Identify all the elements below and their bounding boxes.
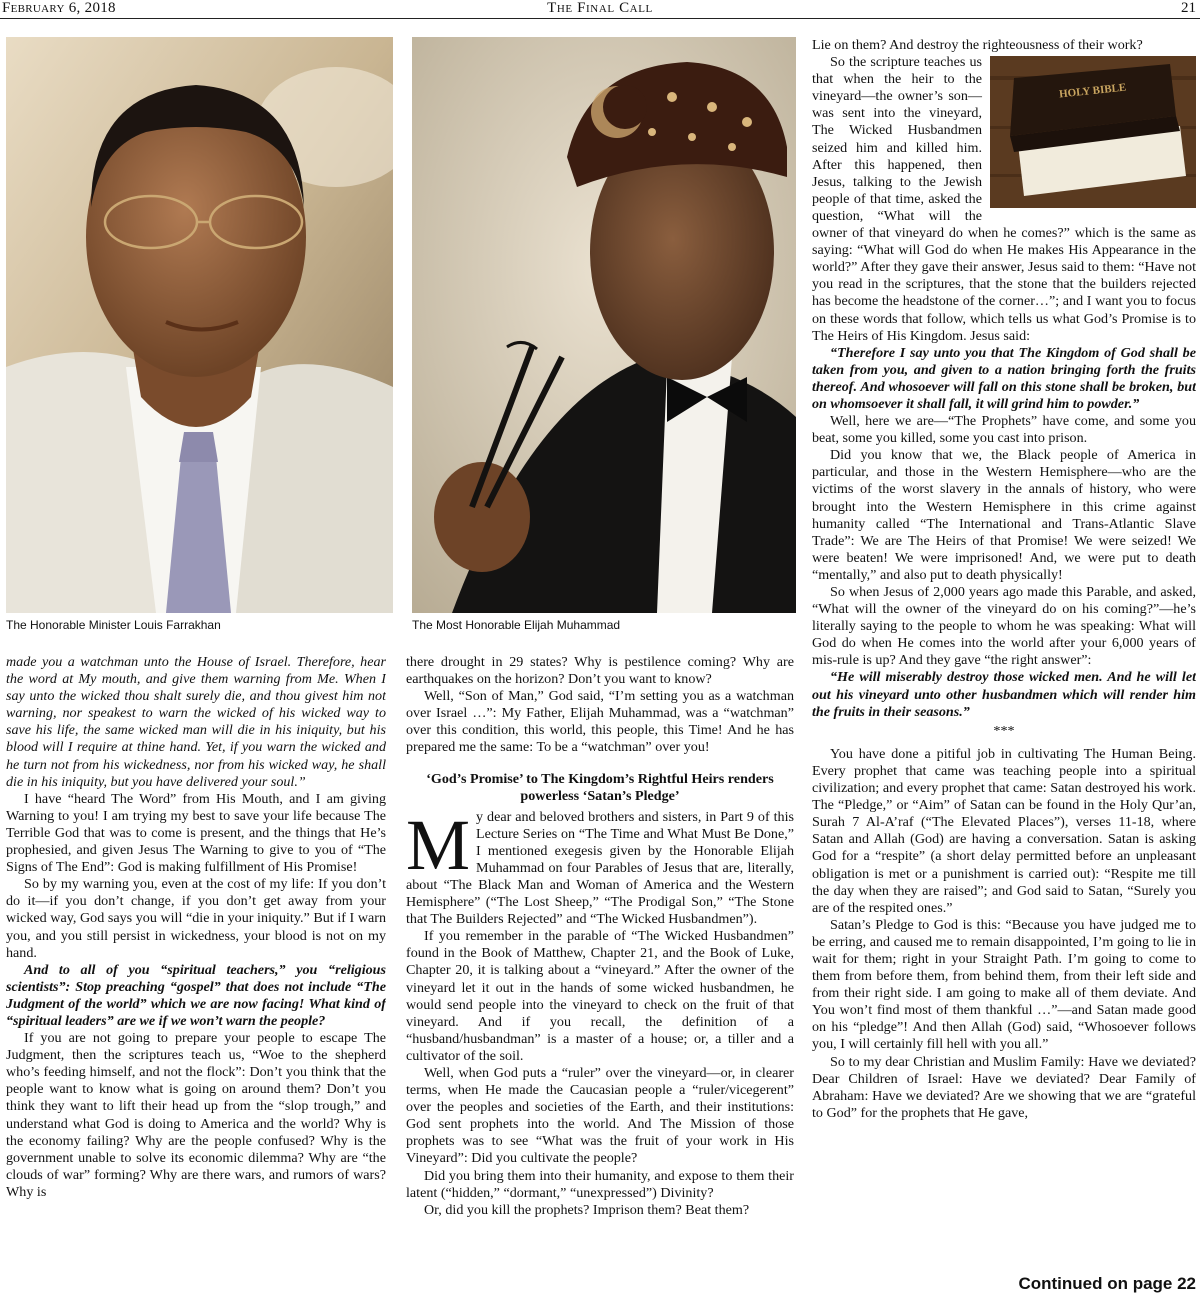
- paragraph: Did you bring them into their humanity, and expose to them their latent (“hidden,” “dormant,” “unexpressed”) Divinity?: [406, 1167, 794, 1201]
- paragraph: So by my warning you, even at the cost of my life: If you don’t do it—if you don’t change, if you don’t get away from your wicked way, God says you will “die in your iniquity.” But if I warn you, and you still persist in wickedness, your blood is not on my hand.: [6, 876, 386, 961]
- elijah-portrait: [412, 37, 796, 613]
- paragraph: Well, when God puts a “ruler” over the vineyard—or, in clearer terms, when He made the Caucasian people a “ruler/vicegerent” over the peoples and societies of the Earth, and their institutions: God sent prophets into the world. And The Mission of those prophets was to see “What was the fruit of your work in His Vineyard”: Did you cultivate the people?: [406, 1064, 794, 1167]
- paragraph: So when Jesus of 2,000 years ago made this Parable, and asked, “What will the owner of the vineyard do on his coming?”—he’s literally saying to the people to whom he was speaking: What will God do when He comes into the world after your 6,000 years of mis-rule is up? And they gave “the right answer”:: [812, 584, 1196, 669]
- masthead: [0, 0, 1200, 19]
- paragraph: So the scripture teaches us that when the heir to the vineyard—the owner’s son—was sent into the vineyard, The Wicked Husbandmen seized him and killed him. After this happened, then Jesus, talking to the Jewish people of that time, asked the question, “What will the owner of that vineyard do when he comes?” which is the same as saying: “What will God do when He makes His Appearance in the world?” After they gave their answer, Jesus said to them: “Have not you read in the scriptures, that the stone that the builders rejected has become the headstone of the corner…”; and I want you to focus on these words that follow, which tells us what God’s Promise is to The Heirs of His Kingdom. Jesus said:: [812, 54, 1196, 344]
- bible-cover-text: HOLY BIBLE: [1058, 81, 1127, 101]
- holy-bible-image: [990, 56, 1196, 208]
- paragraph: You have done a pitiful job in cultivating The Human Being. Every prophet that came was teaching people into a spiritual civilization; and every prophet that came: Satan destroyed his work. The “Pledge,” or “Aim” of Satan can be found in the Holy Qur’an, Surah 7 Al-A’raf (“The Elevated Places”), verses 11-18, where Satan and Allah (God) are having a conversation. Satan is asking God for a “respite” (a short delay permitted before an unpleasant obligation is met or a punishment is carried out): “Respite me till the day when they are raised”; and God said to Satan, “Surely you are of the respited ones.”: [812, 745, 1196, 916]
- paragraph-text: y dear and beloved brothers and sisters, in Part 9 of this Lecture Series on “The Time and What Must Be Done,” I mentioned exegesis given by the Honorable Elijah Muhammad on four Parables of Jesus that are, literally, about “The Black Man and Woman of America and the Western Hemisphere” (“The Lost Sheep,” “The Prodigal Son,” “The Stone that The Builders Rejected” and “The Wicked Husbandmen”).: [406, 808, 794, 928]
- paper-name: The Final Call: [547, 0, 653, 16]
- section-heading: ‘God’s Promise’ to The Kingdom’s Rightful Heirs renders powerless ‘Satan’s Pledge’: [426, 770, 774, 804]
- paragraph: If you are not going to prepare your people to escape The Judgment, then the scriptures teach us, “Woe to the shepherd who’s feeding himself, and not the flock”: Don’t you think that the people want to know what is going on around them? Don’t you think they want to lift their head up from the “slop trough,” and understand what God is doing to America and the world? Why is the economy failing? Why are the people confused? Why is the government unable to solve its economic dilemma? Why are “the clouds of war” forming? Why are there wars, and rumors of wars? Why is: [6, 1030, 386, 1200]
- paragraph: there drought in 29 states? Why is pestilence coming? Why are earthquakes on the horizon? Don’t you want to know?: [406, 654, 794, 688]
- farrakhan-portrait: [6, 37, 393, 613]
- paragraph-dropcap: [406, 804, 794, 929]
- paragraph: And to all of you “spiritual teachers,” you “religious scientists”: Stop preaching “gospel” that does not include “The Judgment of the world” which we are now facing! What kind of “spiritual leaders” are we if we won’t warn the people?: [6, 961, 386, 1029]
- section-separator: ***: [993, 722, 1015, 739]
- farrakhan-caption: The Honorable Minister Louis Farrakhan: [6, 618, 221, 632]
- issue-date: February 6, 2018: [2, 0, 116, 16]
- paragraph: Or, did you kill the prophets? Imprison them? Beat them?: [424, 1201, 750, 1218]
- paragraph: “Therefore I say unto you that The Kingdom of God shall be taken from you, and given to a nation bringing forth the fruits thereof. And whosoever will fall on this stone shall be broken, but on whomsoever it shall fall, it will grind him to powder.”: [812, 344, 1196, 412]
- paragraph: Well, here we are—“The Prophets” have come, and some you beat, some you killed, some you cast into prison.: [812, 413, 1196, 447]
- page-number: 21: [1181, 0, 1196, 16]
- article-column-2: [406, 654, 794, 1286]
- paragraph: Did you know that we, the Black people of America in particular, and those in the Western Hemisphere—who are the victims of the worst slavery in the annals of history, who were brought into the Western Hemisphere in this crime against humanity called “The International and Trans-Atlantic Slave Trade”: We are The Heirs of that Promise! We were seized! We were beaten! We were imprisoned! And, we were put to death “mentally,” and also put to death physically!: [812, 447, 1196, 583]
- paragraph: made you a watchman unto the House of Israel. Therefore, hear the word at My mouth, and give them warning from Me. When I say unto the wicked thou shalt surely die, and thou givest him not warning, nor speakest to warn the wicked of his wicked way to save his life, the same wicked man will die in his iniquity, but his blood will I require at thine hand. Yet, if you warn the wicked and he turn not from his wickedness, nor from his wicked way, he shall die in his iniquity, but you have delivered your soul.”: [6, 654, 386, 790]
- paragraph: Well, “Son of Man,” God said, “I’m setting you as a watchman over Israel …”: My Father, Elijah Muhammad, was a “watchman” over this condition, this world, this people, this Time! And he has prepared me the same: To be a “watchman” over you!: [406, 688, 794, 756]
- elijah-caption: The Most Honorable Elijah Muhammad: [412, 618, 621, 632]
- paragraph: Satan’s Pledge to God is this: “Because you have judged me to be erring, and caused me to remain disappointed, I’m going to lie in wait for them; right in your Straight Path. I’m going to come to them from before them, from behind them, from their left side and from their right side. I am going to make all of them deviate. And You won’t find most of them thankful …”—and Satan made good on his “pledge”! And then Allah (God) said, “Whosoever follows you, I will certainly fill hell with you all.”: [812, 916, 1196, 1053]
- paragraph: I have “heard The Word” from His Mouth, and I am giving Warning to you! I am trying my best to save your life because The Terrible God that was to come is present, and the things that He’s prophesied, and given Jesus The Warning to give to you of “The Signs of The End”: God is making fulfillment of His Promise!: [6, 790, 386, 876]
- article-column-1: [6, 654, 386, 1286]
- article-column-3: [812, 37, 1196, 1271]
- continued-link[interactable]: Continued on page 22: [1018, 1274, 1196, 1293]
- paragraph: Lie on them? And destroy the righteousness of their work?: [812, 37, 1143, 53]
- paragraph: “He will miserably destroy those wicked men. And he will let out his vineyard unto other husbandmen which will render him the fruits in their seasons.”: [812, 669, 1196, 720]
- paragraph: If you remember in the parable of “The Wicked Husbandmen” found in the Book of Matthew, Chapter 21, and the Book of Luke, Chapter 20, it is talking about a “vineyard.” After the owner of the vineyard let it out in the hands of some wicked husbandmen, he would send people into the vineyard to check on the fruit of that vineyard. And if you recall, the definition of a “husband/husbandman” is a master of a house; or, a tiller and a cultivator of the soil.: [406, 928, 794, 1064]
- paragraph: So to my dear Christian and Muslim Family: Have we deviated? Dear Children of Israel: Have we deviated? Dear Family of Abraham: Have we deviated? Are we showing that we are “grateful to God” for the prophets that He gave,: [812, 1053, 1196, 1121]
- drop-cap: M: [406, 804, 471, 885]
